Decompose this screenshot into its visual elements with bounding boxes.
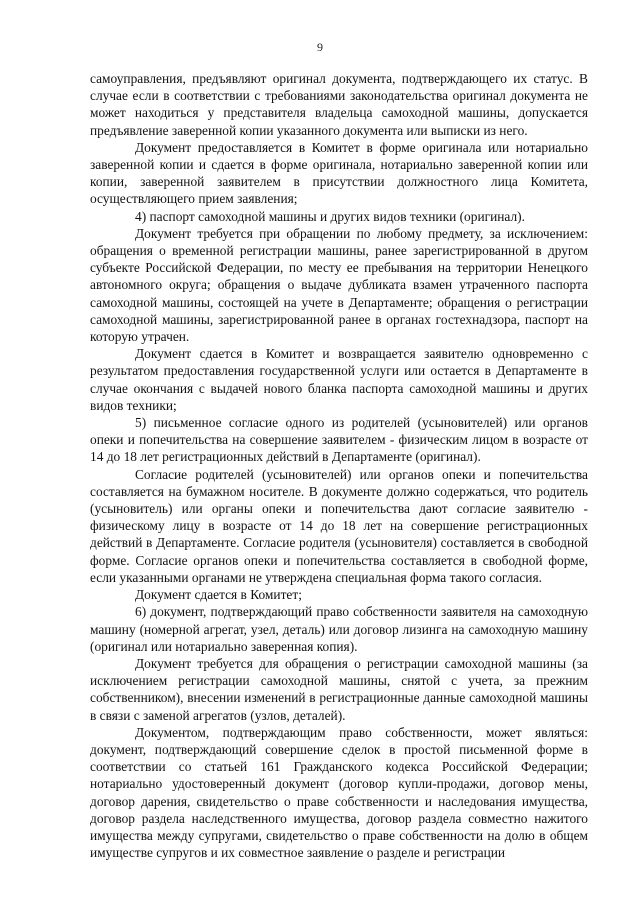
- page-number: 9: [317, 40, 323, 54]
- list-item-5: 5) письменное согласие одного из родителей (усыновителей) или органов опеки и попечительства на совершение заявителем - физическим лицом в возрасте от 14 до 18 лет регистрационных действий в Департаменте (оригинал).: [90, 415, 588, 465]
- document-body: [90, 70, 588, 861]
- paragraph-continuation: самоуправления, предъявляют оригинал документа, подтверждающего их статус. В случае если в соответствии с требованиями законодательства оригинал документа не может находиться у представителя владельца самоходной машины, допускается предъявление заверенной копии указанного документа или выписки из него.: [90, 71, 588, 138]
- paragraph: Документ требуется для обращения о регистрации самоходной машины (за исключением регистрации самоходной машины, снятой с учета, за прежним собственником), внесении изменений в регистрационные данные самоходной машины в связи с заменой агрегатов (узлов, деталей).: [90, 655, 588, 723]
- paragraph: Документ требуется при обращении по любому предмету, за исключением: обращения о временной регистрации машины, ранее зарегистрированной в другом субъекте Российской Федерации, по месту ее пребывания на территории Ненецкого автономного округа; обращения о выдаче дубликата взамен утраченного паспорта самоходной машины, состоящей на учете в Департаменте; обращения о регистрации самоходной машины, зарегистрированной ранее в органах гостехнадзора, паспорт на которую утрачен.: [90, 225, 588, 345]
- paragraph: Согласие родителей (усыновителей) или органов опеки и попечительства составляется на бумажном носителе. В документе должно содержаться, что родитель (усыновитель) или органы опеки и попечительства дают согласие заявителю - физическому лицу в возрасте от 14 до 18 лет на совершение регистрационных действий в Департаменте. Согласие родителя (усыновителя) составляется в свободной форме. Согласие органов опеки и попечительства составляется в свободной форме, если указанными органами не утверждена специальная форма такого согласия.: [90, 466, 588, 585]
- paragraph: Документ сдается в Комитет и возвращается заявителю одновременно с результатом предоставления государственной услуги или остается в Департаменте в случае окончания с выдачей нового бланка паспорта самоходной машины и других видов техники;: [90, 346, 588, 413]
- list-item-6: 6) документ, подтверждающий право собственности заявителя на самоходную машину (номерной агрегат, узел, деталь) или договор лизинга на самоходную машину (оригинал или нотариально заверенная копия).: [90, 604, 588, 654]
- list-item-4: 4) паспорт самоходной машины и других видов техники (оригинал).: [135, 208, 525, 224]
- paragraph: Документ сдается в Комитет;: [135, 587, 302, 603]
- paragraph: Документом, подтверждающим право собственности, может являться: документ, подтверждающий совершение сделок в простой письменной форме в соответствии со статьей 161 Гражданского кодекса Российской Федерации; нотариально удостоверенный документ (договор купли-продажи, договор мены, договор дарения, свидетельство о праве собственности и наследования имущества, договор раздела наследственного имущества, договор раздела совместно нажитого имущества между супругами, свидетельство о праве собственности на долю в общем имуществе супругов и их совместное заявление о разделе и регистрации: [90, 724, 588, 861]
- paragraph: Документ предоставляется в Комитет в форме оригинала или нотариально заверенной копии и сдается в форме оригинала, нотариально заверенной копии или копии, заверенной заявителем в присутствии должностного лица Комитета, осуществляющего прием заявления;: [90, 139, 588, 207]
